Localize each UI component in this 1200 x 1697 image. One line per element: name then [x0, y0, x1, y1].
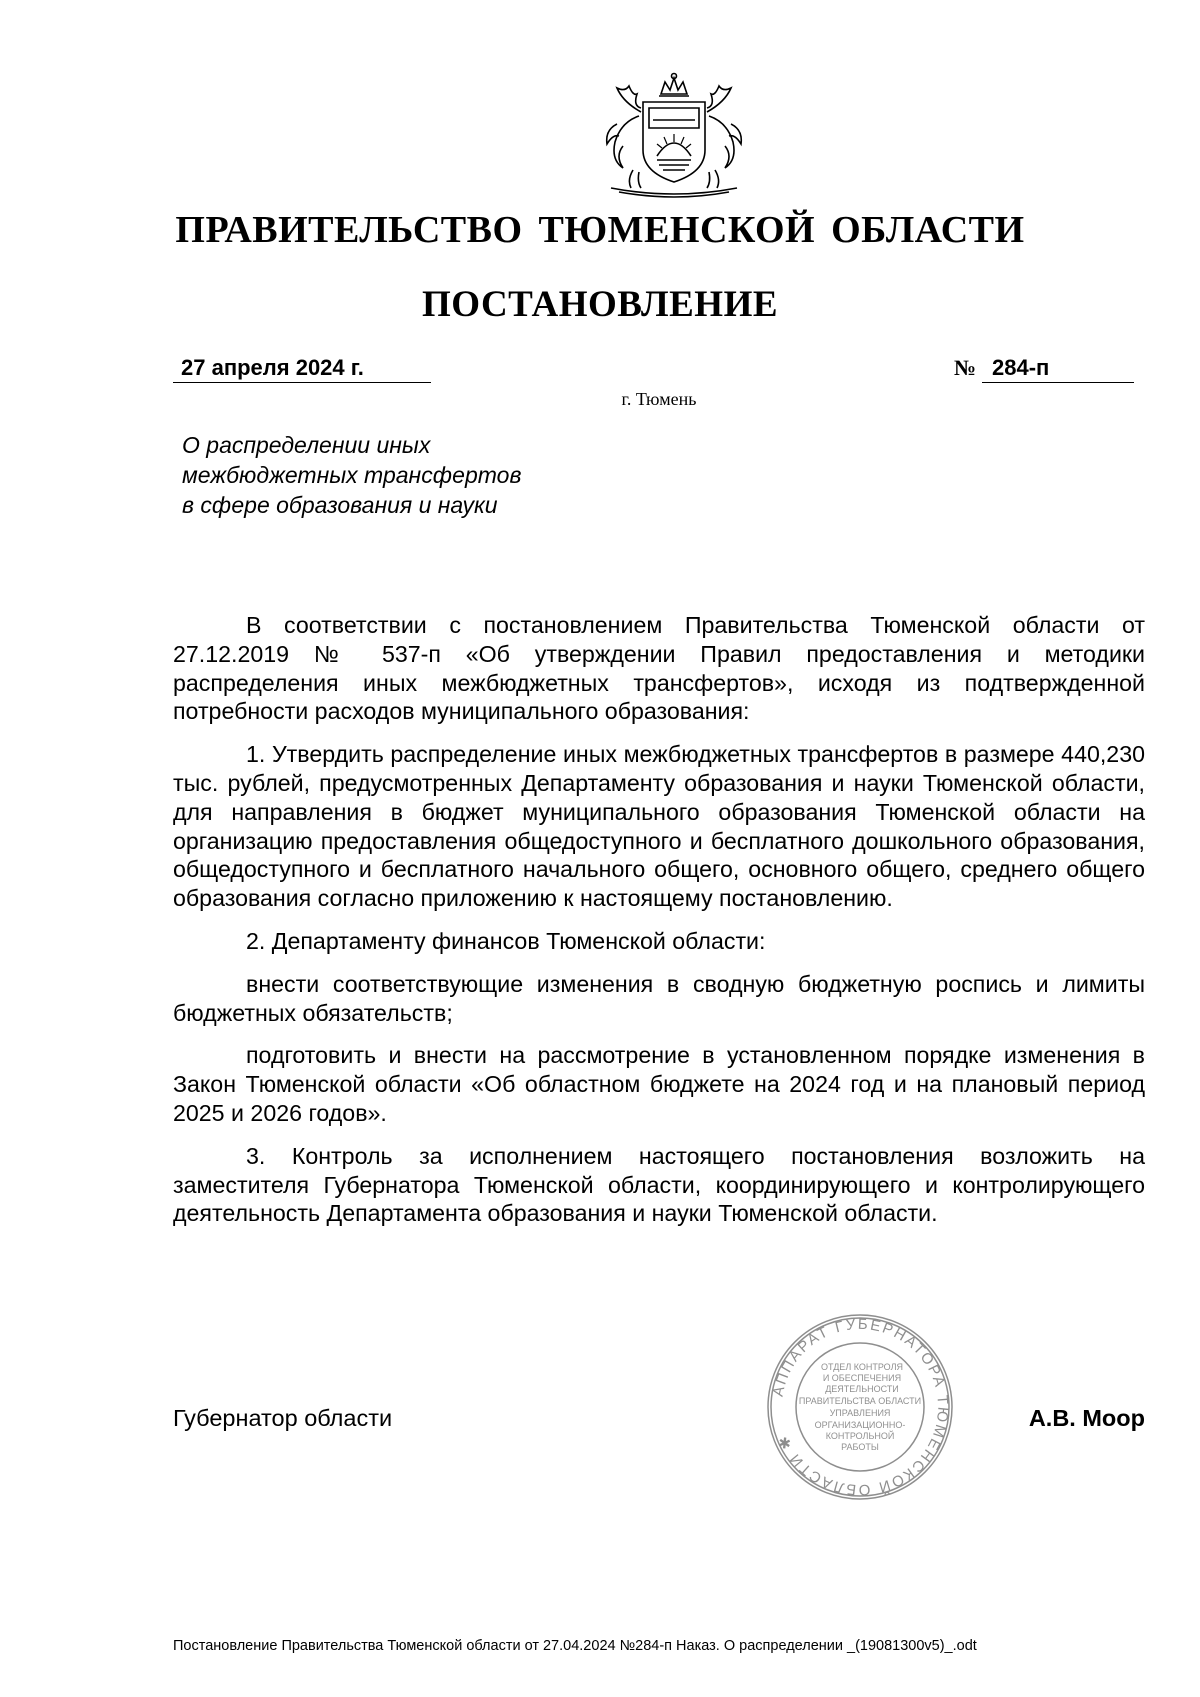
svg-text:ДЕЯТЕЛЬНОСТИ: ДЕЯТЕЛЬНОСТИ: [825, 1384, 899, 1394]
subject-line: О распределении иных: [182, 432, 431, 458]
signatory-position: Губернатор области: [173, 1405, 393, 1431]
document-type-title: ПОСТАНОВЛЕНИЕ: [421, 284, 779, 325]
city: г. Тюмень: [621, 389, 697, 409]
number-sign: №: [954, 355, 977, 380]
organization-title: ПРАВИТЕЛЬСТВО ТЮМЕНСКОЙ ОБЛАСТИ: [175, 209, 1025, 251]
svg-text:ПРАВИТЕЛЬСТВА ОБЛАСТИ: ПРАВИТЕЛЬСТВА ОБЛАСТИ: [798, 1396, 922, 1406]
svg-text:ОРГАНИЗАЦИОННО-: ОРГАНИЗАЦИОННО-: [814, 1420, 906, 1430]
svg-text:АППАРАТ ГУБЕРНАТОРА ТЮМЕНСКОЙ: АППАРАТ ГУБЕРНАТОРА ТЮМЕНСКОЙ ОБЛАСТИ ✱: [769, 1315, 952, 1499]
body-paragraph: 2. Департаменту финансов Тюменской области:: [246, 927, 766, 954]
svg-text:ОТДЕЛ КОНТРОЛЯ: ОТДЕЛ КОНТРОЛЯ: [821, 1362, 903, 1372]
body-paragraph: внести соответствующие изменения в сводную бюджетную роспись и лимиты бюджетных обязательств;: [173, 970, 1145, 1026]
document-subject: [182, 430, 702, 520]
body-paragraph: подготовить и внести на рассмотрение в установленном порядке изменения в Закон Тюменской области «Об областном бюджете на 2024 год и на плановый период 2025 и 2026 годов».: [173, 1042, 1145, 1126]
subject-line: межбюджетных трансфертов: [182, 462, 522, 488]
svg-text:И ОБЕСПЕЧЕНИЯ: И ОБЕСПЕЧЕНИЯ: [822, 1373, 902, 1383]
document-footer: Постановление Правительства Тюменской области от 27.04.2024 №284-п Наказ. О распределении _(19081300v5)_.odt: [173, 1638, 977, 1654]
svg-text:КОНТРОЛЬНОЙ: КОНТРОЛЬНОЙ: [825, 1431, 895, 1441]
svg-text:УПРАВЛЕНИЯ: УПРАВЛЕНИЯ: [829, 1408, 891, 1418]
signatory-name: А.В. Моор: [1028, 1405, 1145, 1431]
document-date: 27 апреля 2024 г.: [173, 355, 431, 383]
coat-of-arms-emblem: [593, 72, 755, 200]
subject-line: в сфере образования и науки: [182, 492, 498, 518]
document-body: [173, 611, 1145, 1237]
signature-block: [173, 1405, 1145, 1445]
document-number-block: [954, 355, 1134, 383]
body-paragraph: В соответствии с постановлением Правительства Тюменской области от 27.12.2019 № 537-п «Об утверждении Правил предоставления и методики распределения иных межбюджетных трансфертов», исходя из подтвержденной потребности расходов муниципального образования:: [173, 612, 1145, 725]
body-paragraph: 3. Контроль за исполнением настоящего постановления возложить на заместителя Губернатора Тюменской области, координирующего и контролирующего деятельность Департамента образования и науки Тюменской области.: [173, 1142, 1145, 1227]
svg-text:РАБОТЫ: РАБОТЫ: [841, 1442, 879, 1452]
body-paragraph: 1. Утвердить распределение иных межбюджетных трансфертов в размере 440,230 тыс. рублей, предусмотренных Департаменту образования и науки Тюменской области, для направления в бюджет муниципального образования Тюменской области на организацию предоставления общедоступного и бесплатного дошкольного образования, общедоступного и бесплатного начального общего, основного общего, среднего общего образования согласно приложению к настоящему постановлению.: [173, 741, 1145, 912]
document-number: 284-п: [982, 355, 1134, 383]
